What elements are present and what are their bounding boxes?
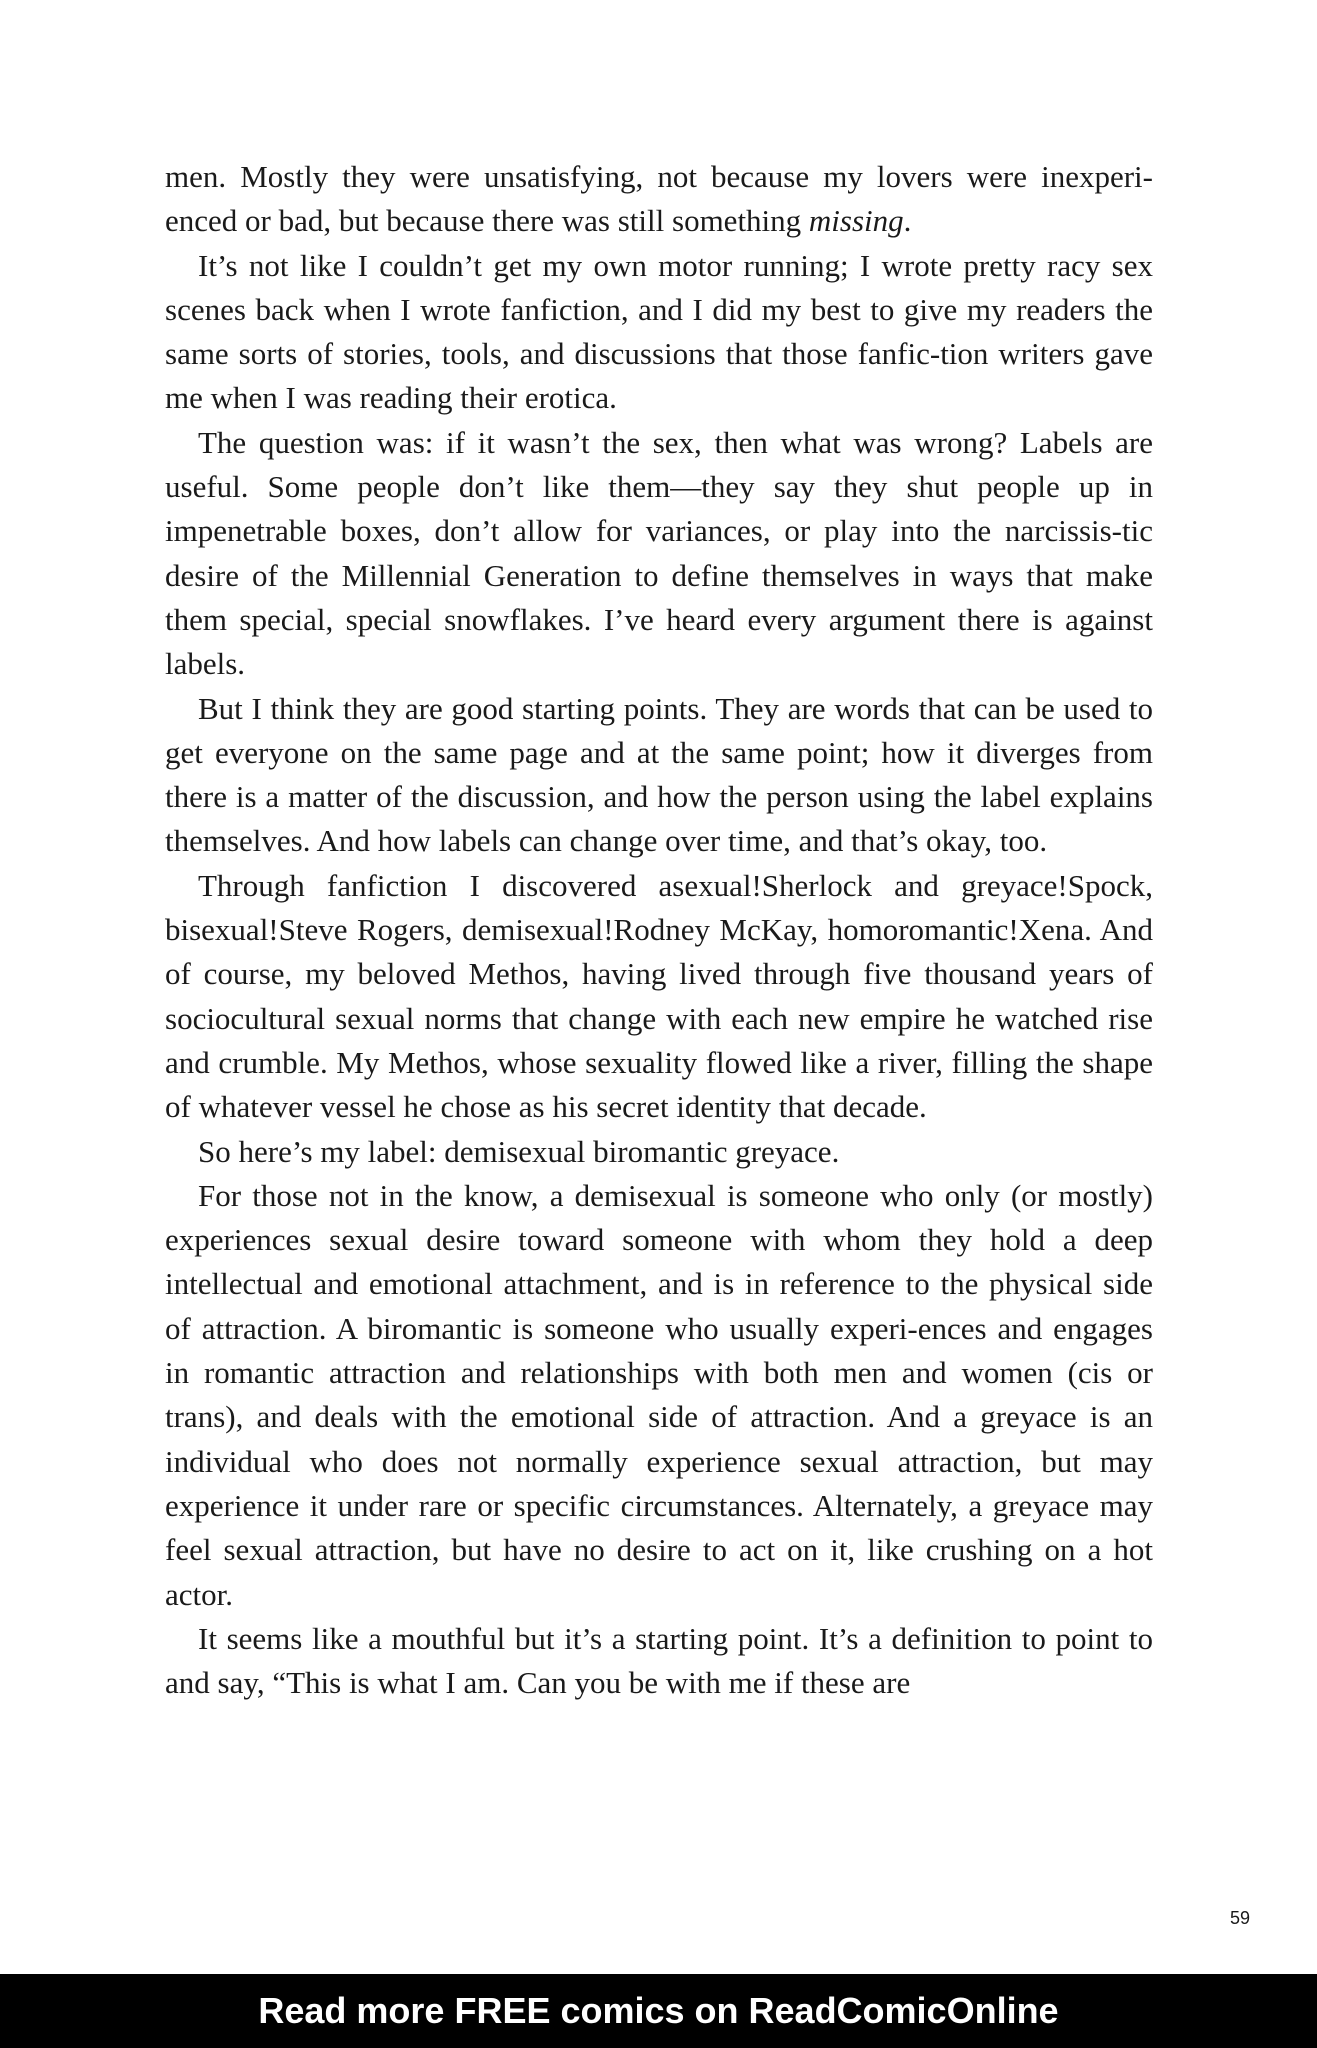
paragraph-2-text: It’s not like I couldn’t get my own motor running; I wrote pretty racy sex scenes back when I wrote fanfiction, and I did my best to give my readers the same sorts of stories, tools, and discussions that those fanfic-tion writers gave me when I was reading their erotica. [165, 247, 1153, 416]
paragraph-5 [165, 864, 1153, 1130]
paragraph-3-text: The question was: if it wasn’t the sex, then what was wrong? Labels are useful. Some people don’t like them—they say they shut people up in impenetrable boxes, don’t allow for variances, or play into the narcissis-tic desire of the Millennial Generation to define themselves in ways that make them special, special snowflakes. I’ve heard every argument there is against labels. [165, 424, 1153, 682]
paragraph-8-text: It seems like a mouthful but it’s a starting point. It’s a definition to point to and say, “This is what I am. Can you be with me if these are [165, 1620, 1153, 1701]
promo-banner[interactable] [0, 1974, 1317, 2048]
promo-banner-link[interactable]: Read more FREE comics on ReadComicOnline [258, 1990, 1059, 2031]
page-number: 59 [1229, 1908, 1250, 1928]
paragraph-5-text: Through fanfiction I discovered asexual!Sherlock and greyace!Spock, bisexual!Steve Rogers, demisexual!Rodney McKay, homoromantic!Xena. And of course, my beloved Methos, having lived through five thousand years of sociocultural sexual norms that change with each new empire he watched rise and crumble. My Methos, whose sexuality flowed like a river, filling the shape of whatever vessel he chose as his secret identity that decade. [165, 867, 1153, 1125]
paragraph-4-text: But I think they are good starting points. They are words that can be used to get everyone on the same page and at the same point; how it diverges from there is a matter of the discussion, and how the person using the label explains themselves. And how labels can change over time, and that’s okay, too. [165, 690, 1153, 859]
paragraph-7 [165, 1174, 1153, 1617]
body-text [165, 155, 1153, 1705]
paragraph-1-end: . [903, 203, 912, 239]
paragraph-6 [165, 1130, 1153, 1174]
paragraph-8 [165, 1617, 1153, 1706]
paragraph-1 [165, 155, 1153, 244]
paragraph-2 [165, 244, 1153, 421]
paragraph-1-text: men. Mostly they were unsatisfying, not because my lovers were inexperi-enced or bad, but because there was still something [165, 159, 1153, 239]
emphasis-missing: missing [808, 203, 904, 239]
paragraph-6-text: So here’s my label: demisexual biromantic greyace. [198, 1133, 840, 1169]
paragraph-7-text: For those not in the know, a demisexual is someone who only (or mostly) experiences sexual desire toward someone with whom they hold a deep intellectual and emotional attachment, and is in reference to the physical side of attraction. A biromantic is someone who usually experi-ences and engages in romantic attraction and relationships with both men and women (cis or trans), and deals with the emotional side of attraction. And a greyace is an individual who does not normally experience sexual attraction, but may experience it under rare or specific circumstances. Alternately, a greyace may feel sexual attraction, but have no desire to act on it, like crushing on a hot actor. [165, 1177, 1153, 1612]
paragraph-3 [165, 421, 1153, 687]
paragraph-4 [165, 687, 1153, 864]
